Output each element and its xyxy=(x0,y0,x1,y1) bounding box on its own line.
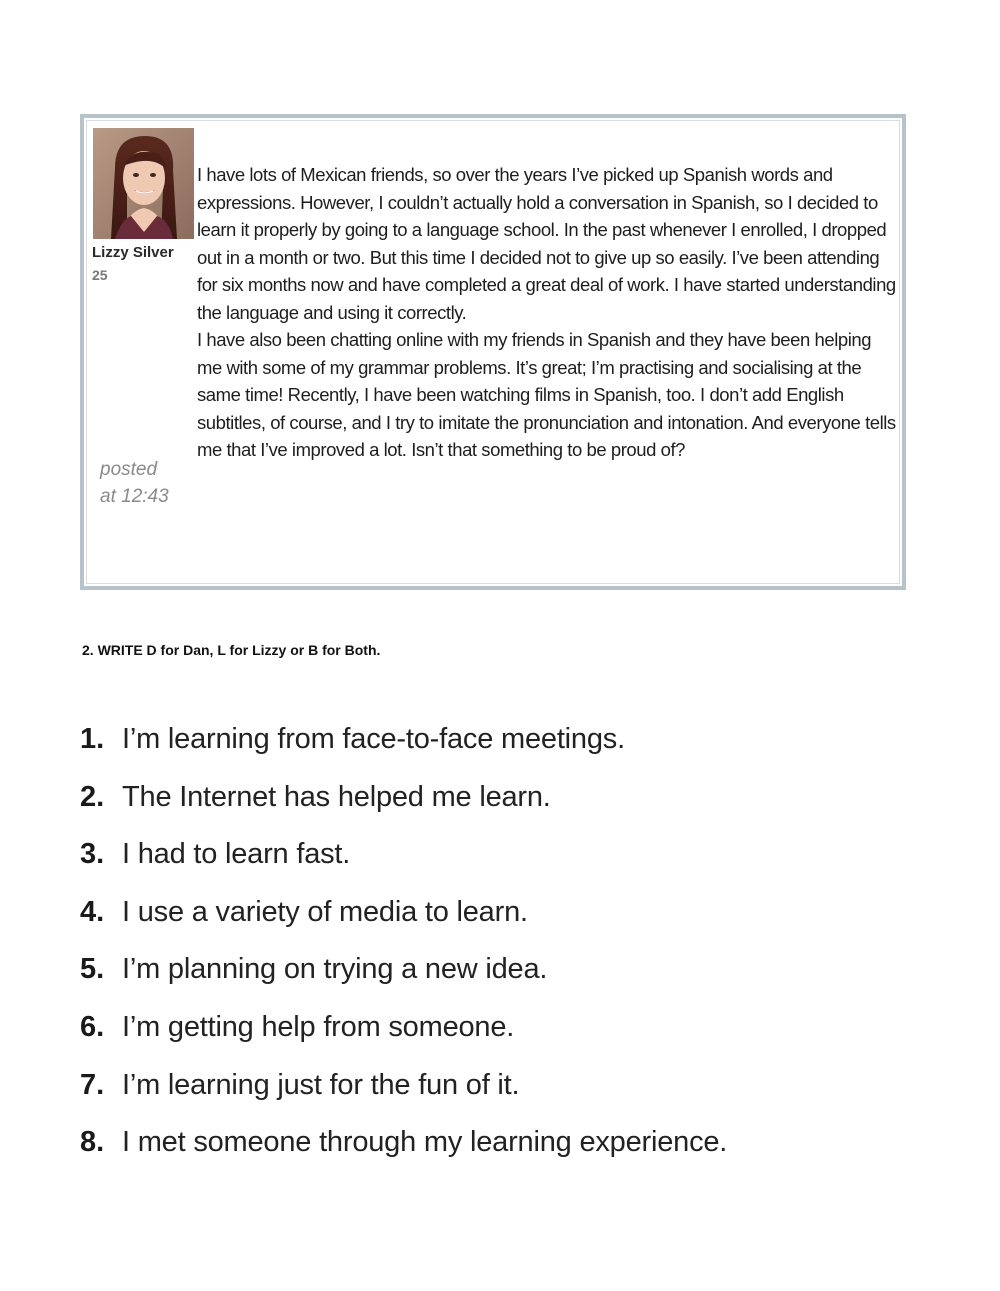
item-text: I use a variety of media to learn. xyxy=(122,895,528,928)
list-item xyxy=(80,890,960,948)
post-body xyxy=(197,161,897,464)
exercise-heading: 2. WRITE D for Dan, L for Lizzy or B for Both. xyxy=(82,642,381,658)
list-item xyxy=(80,1120,960,1178)
avatar xyxy=(93,128,194,239)
author-name[interactable]: Lizzy Silver xyxy=(92,244,174,261)
item-number: 2. xyxy=(80,780,105,813)
item-text: I’m planning on trying a new idea. xyxy=(122,953,548,986)
post-paragraph-1: I have lots of Mexican friends, so over the years I’ve picked up Spanish words and expressions. However, I couldn’t actually hold a conversation in Spanish, so I decided to learn it properly by going to a language school. In the past whenever I enrolled, I dropped out in a month or two. But this time I decided not to give up so easily. I’ve been attending for six months now and have completed a great deal of work. I have started understanding the language and using it correctly. xyxy=(197,164,896,323)
item-text: I had to learn fast. xyxy=(122,838,351,871)
author-age: 25 xyxy=(92,267,108,283)
post-card-inner xyxy=(86,120,900,584)
post-timestamp xyxy=(100,456,190,510)
list-item xyxy=(80,775,960,833)
item-number: 3. xyxy=(80,838,105,871)
list-item xyxy=(80,1005,960,1063)
list-item xyxy=(80,832,960,890)
posted-time: at 12:43 xyxy=(100,486,169,507)
posted-label: posted xyxy=(100,459,158,480)
item-text: I met someone through my learning experience. xyxy=(122,1126,728,1159)
item-number: 7. xyxy=(80,1068,105,1101)
item-text: The Internet has helped me learn. xyxy=(122,780,551,813)
list-item xyxy=(80,717,960,775)
forum-post-card xyxy=(80,114,906,590)
item-number: 4. xyxy=(80,895,105,928)
post-paragraph-2: I have also been chatting online with my friends in Spanish and they have been helping me with some of my grammar problems. It’s great; I’m practising and socialising at the same time! Recently, I have been watching films in Spanish, too. I don’t add English subtitles, of course, and I try to imitate the pronunciation and intonation. And everyone tells me that I’ve improved a lot. Isn’t that something to be proud of? xyxy=(197,329,896,460)
list-item xyxy=(80,1063,960,1121)
user-photo-icon xyxy=(93,128,194,239)
item-number: 8. xyxy=(80,1126,105,1159)
item-number: 5. xyxy=(80,953,105,986)
item-number: 1. xyxy=(80,723,105,755)
item-text: I’m getting help from someone. xyxy=(122,1010,515,1043)
statement-list xyxy=(80,717,960,1178)
item-number: 6. xyxy=(80,1010,105,1043)
item-text: I’m learning from face-to-face meetings. xyxy=(122,723,625,755)
item-text: I’m learning just for the fun of it. xyxy=(122,1068,520,1101)
list-item xyxy=(80,947,960,1005)
